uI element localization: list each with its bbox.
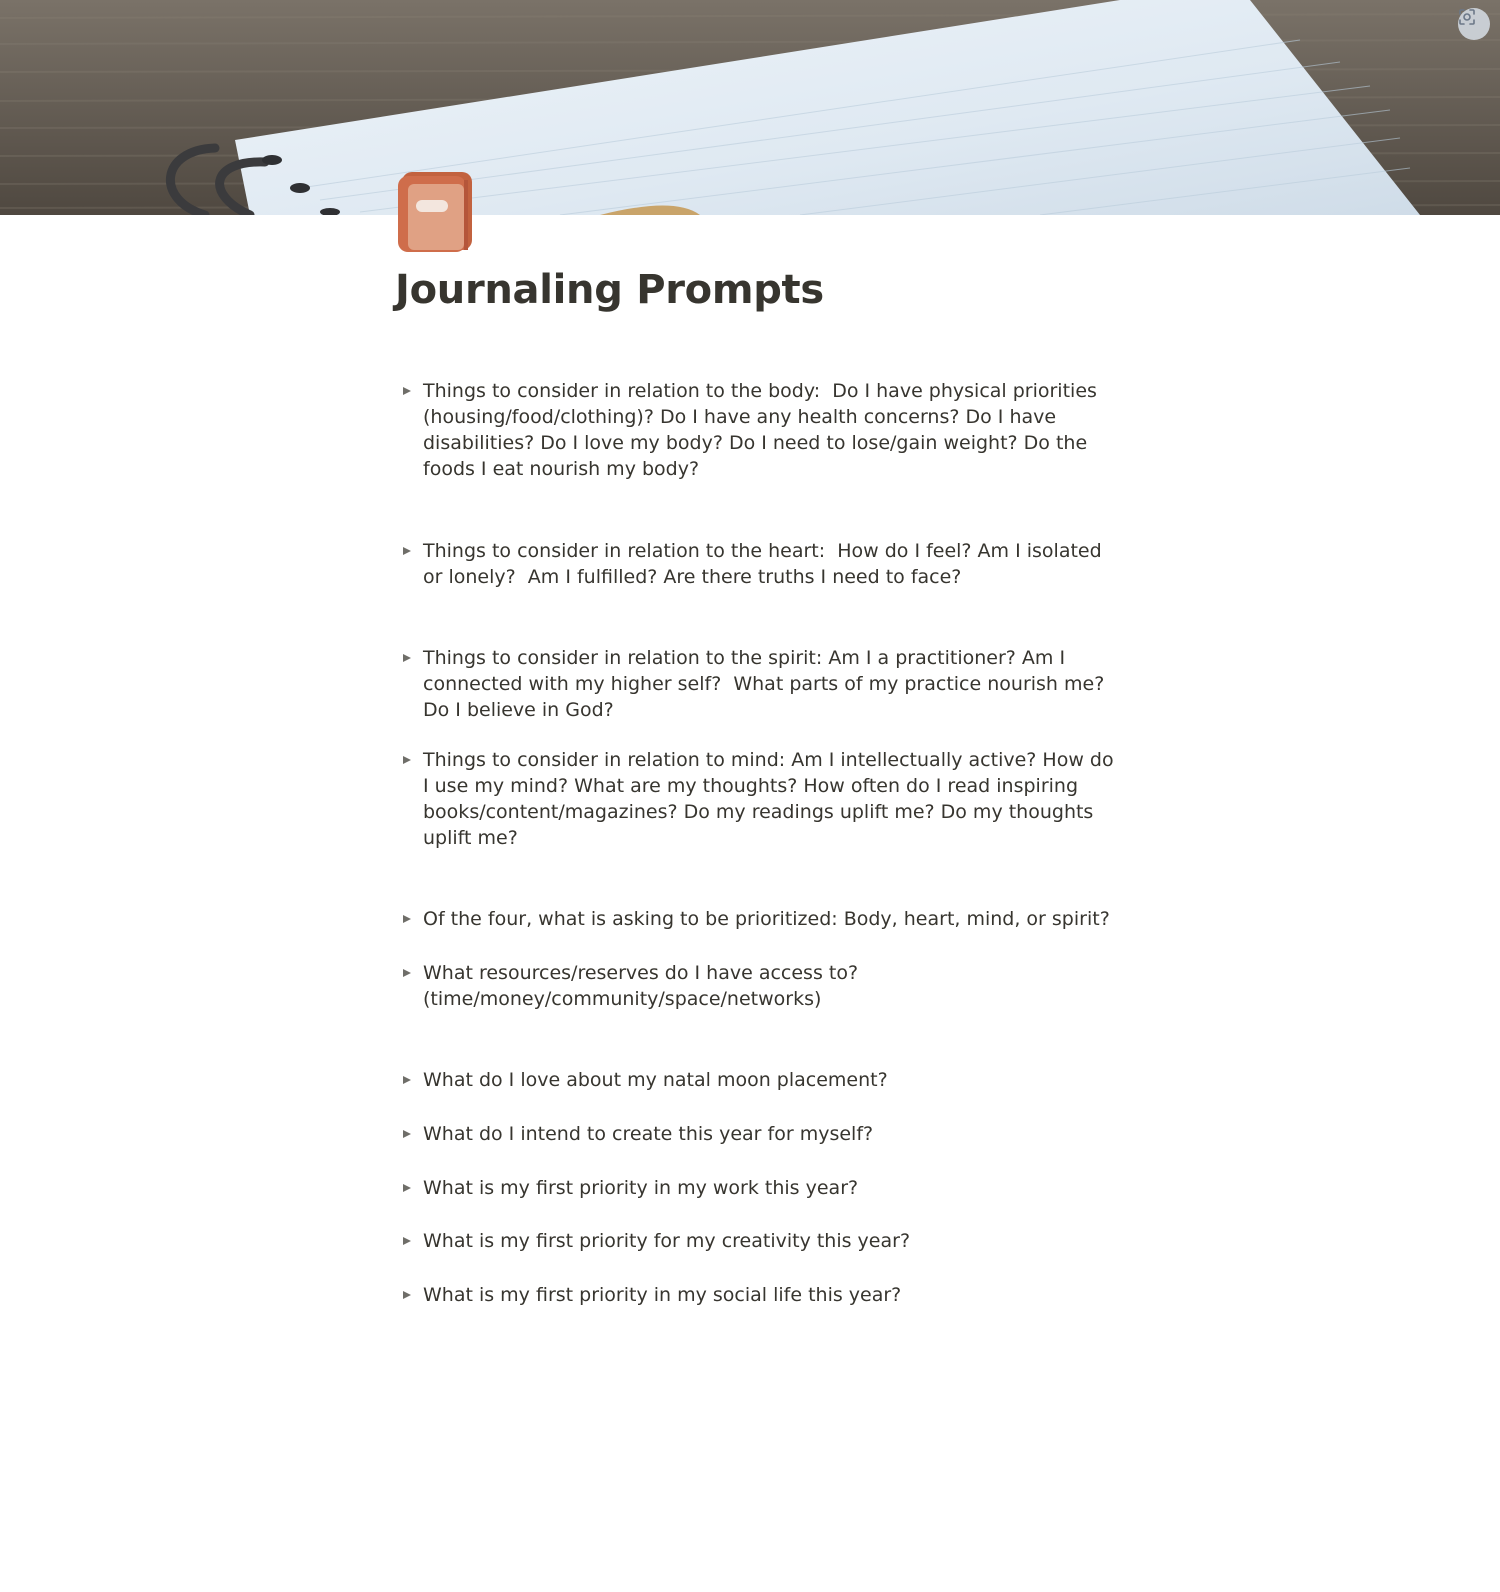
toggle-text: What is my first priority for my creativity this year? (423, 1230, 911, 1252)
toggle-block-social[interactable] (398, 1282, 1118, 1308)
toggle-block-creativity[interactable] (398, 1228, 1118, 1254)
cover-reposition-button[interactable] (1458, 8, 1490, 40)
toggle-block-body[interactable] (398, 378, 1118, 482)
page-title[interactable]: Journaling Prompts (395, 267, 824, 313)
toggle-block-work[interactable] (398, 1175, 1118, 1201)
toggle-arrow-icon[interactable] (398, 747, 423, 773)
toggle-block-moon[interactable] (398, 1067, 1118, 1093)
toggle-text: What resources/reserves do I have access to? (time/money/community/space/networks) (423, 962, 865, 1010)
toggle-arrow-icon[interactable] (398, 1282, 423, 1308)
toggle-text: What is my first priority in my social life this year? (423, 1284, 902, 1306)
notebook-icon[interactable] (396, 170, 476, 254)
toggle-text: What do I love about my natal moon placement? (423, 1069, 888, 1091)
toggle-arrow-icon[interactable] (398, 645, 423, 671)
toggle-arrow-icon[interactable] (398, 960, 423, 986)
camera-focus-icon (1458, 8, 1476, 26)
toggle-arrow-icon[interactable] (398, 1228, 423, 1254)
toggle-text: Things to consider in relation to the spirit: Am I a practitioner? Am I connected with my higher self? What parts of my practice nourish me? Do I believe in God? (423, 647, 1111, 721)
toggle-text: Things to consider in relation to the heart: How do I feel? Am I isolated or lonely? Am I fulfilled? Are there truths I need to face? (423, 540, 1108, 588)
toggle-text: Things to consider in relation to mind: Am I intellectually active? How do I use my mind? What are my thoughts? How often do I read inspiring books/content/magazines? Do my readings uplift me? Do my thoughts uplift me? (423, 749, 1120, 849)
cover-notebook-image (0, 0, 1500, 215)
toggle-text: What do I intend to create this year for myself? (423, 1123, 874, 1145)
toggle-arrow-icon[interactable] (398, 906, 423, 932)
toggle-arrow-icon[interactable] (398, 1121, 423, 1147)
toggle-text: Things to consider in relation to the body: Do I have physical priorities (housing/food/clothing)? Do I have any health concerns? Do I have disabilities? Do I love my body? Do I need to lose/gain weight? Do the foods I eat nourish my body? (423, 380, 1103, 480)
toggle-arrow-icon[interactable] (398, 1175, 423, 1201)
toggle-text: What is my first priority in my work this year? (423, 1177, 859, 1199)
toggle-block-resources[interactable] (398, 960, 1118, 1012)
toggle-block-mind[interactable] (398, 747, 1118, 851)
toggle-arrow-icon[interactable] (398, 378, 423, 404)
toggle-block-spirit[interactable] (398, 645, 1118, 723)
toggle-arrow-icon[interactable] (398, 538, 423, 564)
toggle-arrow-icon[interactable] (398, 1067, 423, 1093)
toggle-block-intend[interactable] (398, 1121, 1118, 1147)
toggle-text: Of the four, what is asking to be prioritized: Body, heart, mind, or spirit? (423, 908, 1110, 930)
toggle-block-heart[interactable] (398, 538, 1118, 590)
page-cover (0, 0, 1500, 215)
toggle-block-prioritize[interactable] (398, 906, 1118, 932)
